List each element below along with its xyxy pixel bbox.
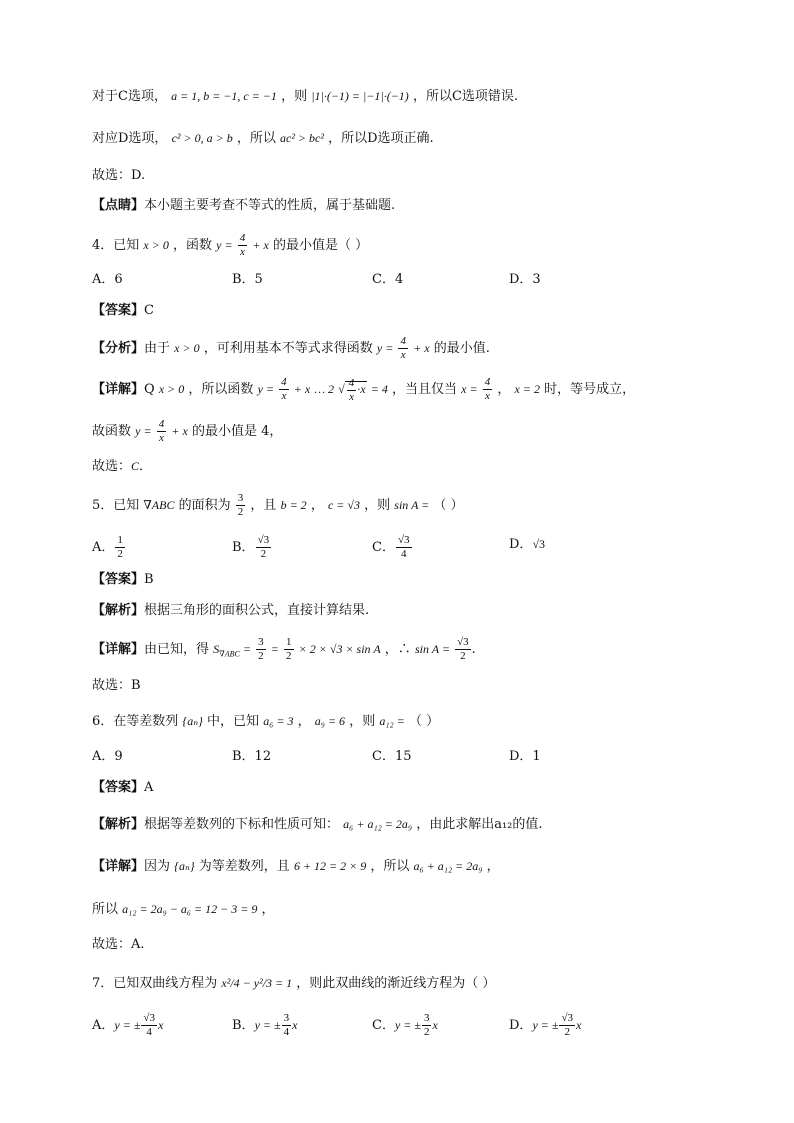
text: 所以 (92, 902, 119, 917)
numerator: 4 (158, 418, 165, 430)
answer-value: B (144, 572, 154, 587)
text: ，则 (281, 89, 308, 104)
option-b[interactable]: B．5 (232, 272, 263, 287)
option-c[interactable] (372, 534, 413, 561)
math-inline: √3 (532, 537, 546, 551)
numerator: 4 (348, 376, 355, 389)
text: 为等差数列，且 (198, 859, 290, 874)
q6-stem: 6．在等差数列 {aₙ} 中，已知 a₆ = 3 ， a₉ = 6 ，则 a₁₂ = （ ） (92, 714, 440, 729)
line-c-option (92, 86, 734, 107)
option-label: A． (92, 540, 115, 555)
option-c[interactable] (372, 1012, 438, 1039)
q6-analysis (92, 814, 734, 835)
text: 故选：B (92, 678, 141, 693)
math-inline: a₉ = 6 (314, 714, 346, 728)
fraction (256, 636, 266, 663)
math-inline: + x (252, 238, 269, 252)
fraction (238, 232, 248, 259)
math-inline: x = 2 (514, 382, 540, 396)
numerator: 3 (283, 1012, 290, 1024)
text: 由于 (144, 341, 171, 356)
math-inline: y = (135, 424, 152, 438)
option-label: B． (232, 1018, 255, 1033)
q7-stem (92, 968, 734, 999)
denominator: 2 (286, 650, 292, 662)
text: ，且 (250, 498, 277, 513)
math-inline: ∇ABC (143, 498, 175, 512)
q4-answer (92, 301, 734, 321)
text: 故选：A. (92, 937, 145, 952)
fraction (559, 1012, 575, 1039)
math-inline: + x (413, 341, 430, 355)
tag-label: 【详解】 (92, 642, 145, 657)
text: 故选：D. (92, 168, 146, 183)
q6-detail (92, 856, 734, 877)
numerator: 3 (423, 1012, 430, 1024)
fraction (483, 376, 493, 403)
math-inline: {aₙ} (174, 859, 195, 873)
option-d[interactable]: D．1 (509, 749, 541, 764)
math-inline: x > 0 (143, 238, 169, 252)
fraction (398, 335, 408, 362)
math-inline: C (131, 459, 140, 473)
q4-detail-2 (92, 416, 734, 447)
text: ，由此求解出a₁₂的值. (416, 817, 543, 832)
option-a[interactable]: A．6 (92, 272, 123, 287)
option-d[interactable] (509, 534, 545, 555)
text: 根据等差数列的下标和性质可知： (144, 817, 340, 832)
denominator: x (485, 390, 490, 402)
text: 根据三角形的面积公式，直接计算结果. (144, 603, 370, 618)
math-inline: 6 + 12 = 2 × 9 (293, 859, 367, 873)
text: Q (144, 382, 155, 397)
tag-label: 【答案】 (92, 780, 145, 795)
numerator: √3 (257, 534, 270, 546)
numerator: 3 (237, 492, 244, 504)
denominator: 2 (564, 1026, 570, 1038)
fraction (455, 636, 471, 663)
q7-options (92, 1006, 734, 1040)
text: 故函数 (92, 424, 132, 439)
numerator: √3 (457, 636, 469, 648)
math-inline: + x (171, 424, 188, 438)
text: ，可利用基本不等式求得函数 (203, 341, 373, 356)
option-a[interactable] (92, 1012, 163, 1039)
denominator: x (159, 432, 164, 444)
math-inline: + x (293, 382, 311, 396)
text: 对于C选项， (92, 89, 167, 104)
math-inline: a = 1, b = −1, c = −1 (171, 89, 277, 103)
math-inline: y = ± (394, 1018, 421, 1032)
math-inline: |1|·(−1) = |−1|·(−1) (311, 89, 409, 103)
text: ． (139, 459, 153, 474)
answer-value: C (144, 303, 154, 318)
numerator: 4 (239, 232, 246, 244)
numerator: √3 (143, 1012, 155, 1024)
math-inline: sin A = (414, 642, 450, 656)
numerator: 4 (400, 335, 406, 347)
denominator: 4 (146, 1026, 152, 1038)
fraction (236, 492, 246, 519)
fraction (422, 1012, 432, 1039)
q6-detail-2 (92, 899, 734, 920)
denominator: 2 (260, 548, 267, 560)
numerator: 1 (117, 534, 123, 546)
text: ，所以 (236, 131, 276, 146)
option-c[interactable]: C．15 (372, 749, 412, 764)
math-inline: y = ± (532, 1018, 559, 1032)
math-inline: y = (376, 341, 394, 355)
text: 故选： (92, 459, 132, 474)
q6-options (92, 747, 734, 767)
numerator: 4 (484, 376, 491, 388)
fraction (347, 377, 357, 404)
text: 7．已知双曲线方程为 (92, 976, 218, 991)
math-inline: x²/4 − y²/3 = 1 (221, 976, 293, 990)
sqrt: √ $\frac{4}{x}$ ·x (338, 376, 366, 403)
text: 中，已知 (207, 714, 260, 729)
numerator: 3 (258, 636, 264, 648)
math-inline: sin A = (394, 498, 430, 512)
text: 时，等号成立， (544, 382, 636, 397)
denominator: 4 (283, 1026, 290, 1038)
fraction (282, 1012, 292, 1039)
q5-stem: 5．已知 ∇ABC 的面积为 $\frac{3}{2}$ ，且 b = 2 ， c = √3 ，则 sin A = （ ） (92, 492, 464, 518)
denominator: x (240, 246, 245, 258)
option-d[interactable]: D．3 (509, 272, 541, 287)
tag-label: 【解析】 (92, 603, 145, 618)
option-label: A． (92, 1018, 115, 1033)
math-inline: y = ± (254, 1018, 281, 1032)
denominator: 2 (237, 506, 244, 518)
text: ，所以C选项错误. (412, 89, 519, 104)
math-inline: x (157, 1018, 164, 1032)
text: ，所以 (370, 859, 410, 874)
q4-stem (92, 231, 734, 260)
text: 的面积为 (178, 498, 231, 513)
math-inline: $S_{\nabla ABC}$ = (213, 642, 251, 659)
option-a[interactable]: A．9 (92, 749, 123, 764)
option-b[interactable] (232, 534, 272, 561)
math-inline: {aₙ} (182, 714, 203, 728)
fraction (256, 534, 272, 561)
text: 的最小值是 4， (191, 424, 283, 439)
line-choose-d (92, 166, 734, 186)
text: ，则 (364, 498, 391, 513)
math-inline: a₁₂ = (379, 714, 405, 728)
math-inline: x > 0 (158, 382, 185, 396)
text: 5．已知 (92, 498, 140, 513)
text: 的最小值. (433, 341, 490, 356)
math-inline: × 2 × √3 × sin A (298, 642, 381, 656)
denominator: 2 (460, 650, 466, 662)
text: （ ） (433, 498, 464, 513)
fraction (115, 534, 125, 561)
text: 由已知，得 (144, 642, 210, 657)
option-a[interactable] (92, 534, 126, 561)
q4-detail: 【详解】Q x > 0 ，所以函数 y = $\frac{4}{x}$ + x … 2 √ $\frac{4}{x}$ ·x = 4 ，当且仅当 x = $\frac{4}{x}$ ， x = 2 时，等号成立， (92, 376, 636, 403)
option-label: B． (232, 540, 255, 555)
math-inline: x (292, 1018, 298, 1032)
fraction (141, 1012, 157, 1039)
text: ，所以D选项正确. (328, 131, 434, 146)
math-inline: c² > 0, a > b (171, 131, 233, 145)
q5-detail: 【详解】由已知，得 $S_{\nabla ABC}$ = $\frac{3}{2}$ = $\frac{1}{2}$ × 2 × √3 × sin A ，∴ sin A = $\frac{√3}{2}$ . (92, 636, 476, 662)
numerator: √3 (561, 1012, 573, 1024)
fraction (279, 376, 289, 403)
math-inline: y = (257, 382, 274, 396)
text: 因为 (144, 859, 171, 874)
text: 6．在等差数列 (92, 714, 179, 729)
tag-label: 【详解】 (92, 859, 145, 874)
denominator: x (400, 349, 406, 361)
text: （ ） (408, 714, 440, 729)
q4-options (92, 270, 734, 290)
math-inline: … 2 (314, 382, 335, 396)
denominator: x (349, 390, 354, 403)
math-inline: y = ± (114, 1018, 141, 1032)
text: 的最小值是（ ） (272, 238, 369, 253)
text: ，当且仅当 (391, 382, 457, 397)
fraction (396, 534, 412, 561)
option-label: D． (509, 537, 533, 552)
math-inline: x (432, 1018, 438, 1032)
text: ，所以函数 (188, 382, 254, 397)
text: 4．已知 (92, 238, 140, 253)
denominator: 2 (117, 548, 123, 560)
text: ，则 (349, 714, 376, 729)
text: ，则此双曲线的渐近线方程为（ ） (296, 976, 496, 991)
text: 对应D选项， (92, 131, 168, 146)
option-b[interactable]: B．12 (232, 749, 272, 764)
option-d[interactable] (509, 1012, 581, 1039)
q5-analysis (92, 601, 734, 621)
numerator: 1 (286, 636, 292, 648)
q5-choose (92, 676, 734, 696)
math-inline: a₆ = 3 (263, 714, 294, 728)
subscript: ∇ABC (219, 649, 240, 659)
option-label: C． (372, 1018, 395, 1033)
option-c[interactable]: C．4 (372, 272, 404, 287)
tag-label: 【分析】 (92, 341, 145, 356)
text: 本小题主要考查不等式的性质，属于基础题. (144, 198, 396, 213)
tag-label: 【详解】 (92, 382, 145, 397)
option-label: D． (509, 1018, 533, 1033)
math-inline: b = 2 (280, 498, 307, 512)
tag-label: 【答案】 (92, 303, 145, 318)
q6-answer (92, 778, 734, 798)
denominator: 2 (258, 650, 264, 662)
denominator: 4 (400, 548, 407, 560)
q4-analysis (92, 334, 734, 363)
text: ， (486, 859, 500, 874)
line-d-option (92, 128, 734, 149)
denominator: 2 (423, 1026, 430, 1038)
math-inline: c = √3 (327, 498, 360, 512)
math-inline: = 4 (370, 382, 388, 396)
numerator: 4 (281, 376, 287, 388)
answer-value: A (144, 780, 154, 795)
math-inline: a₁₂ = 2a₉ − a₆ = 12 − 3 = 9 (122, 902, 258, 916)
math-inline: x (576, 1018, 582, 1032)
option-b[interactable] (232, 1012, 297, 1039)
math-inline: a₆ + a₁₂ = 2a₉ (413, 859, 483, 873)
q4-choose (92, 456, 734, 477)
denominator: x (281, 390, 287, 402)
text: ， (261, 902, 275, 917)
tag-label: 【点睛】 (92, 198, 145, 213)
text: ，函数 (173, 238, 213, 253)
text: ，∴ (384, 642, 411, 657)
fraction (157, 418, 167, 445)
fraction (284, 636, 294, 663)
option-label: C． (372, 540, 395, 555)
tag-label: 【解析】 (92, 817, 145, 832)
tag-label: 【答案】 (92, 572, 145, 587)
line-dianjing (92, 196, 734, 216)
q5-options (92, 528, 734, 560)
q5-answer (92, 570, 734, 590)
math-inline: ac² > bc² (280, 131, 324, 145)
math-inline: y = (216, 238, 233, 252)
q6-choose (92, 935, 734, 955)
math-inline: x > 0 (174, 341, 200, 355)
numerator: √3 (397, 534, 410, 546)
math-inline: a₆ + a₁₂ = 2a₉ (343, 817, 413, 831)
math-inline: S (213, 642, 220, 656)
